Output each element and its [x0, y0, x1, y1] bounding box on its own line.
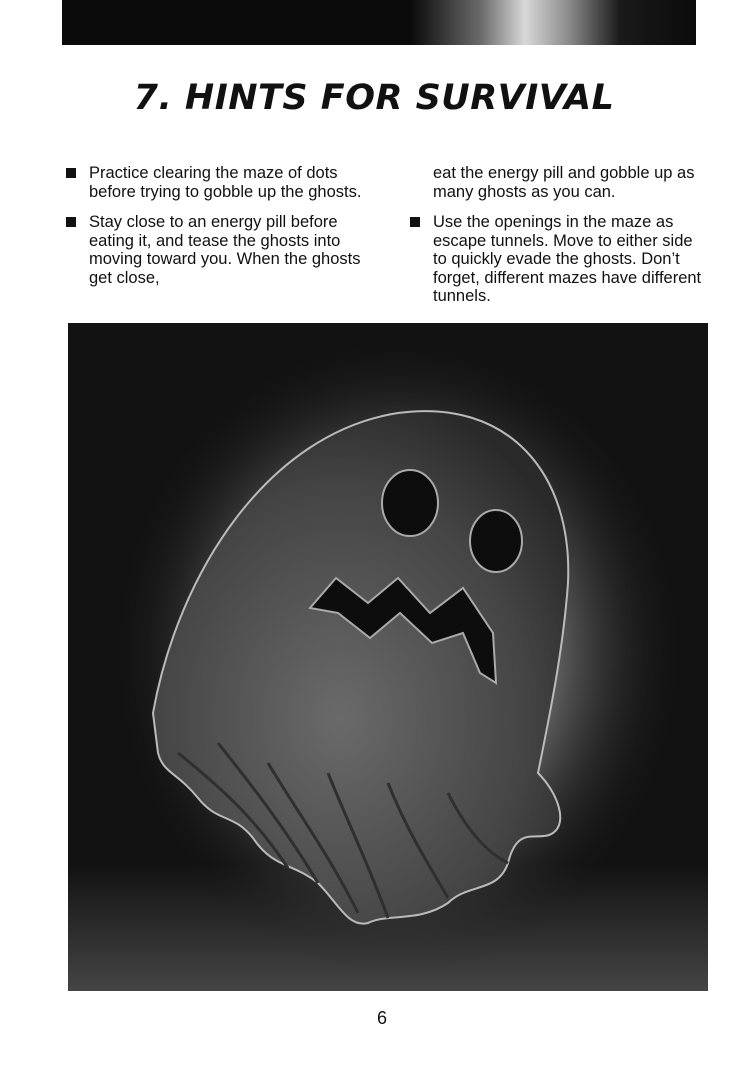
ghost-illustration	[68, 323, 708, 991]
tip-continuation	[410, 164, 710, 201]
tip-item	[66, 164, 366, 201]
top-banner	[62, 0, 696, 45]
tip-item	[410, 213, 710, 306]
tip-text: Stay close to an energy pill before eating it, and tease the ghosts into moving toward you. When the ghosts get close,	[89, 213, 361, 287]
bullet-icon	[410, 217, 420, 227]
tip-text: Use the openings in the maze as escape tunnels. Move to either side to quickly evade the ghosts. Don’t forget, different mazes have different tunnels.	[433, 213, 702, 305]
tip-text: eat the energy pill and gobble up as many ghosts as you can.	[433, 164, 695, 201]
ghost-illustration-svg	[68, 323, 708, 991]
left-eye	[382, 470, 438, 536]
tip-item	[66, 213, 366, 287]
page-number: 6	[376, 1008, 387, 1028]
tip-text: Practice clearing the maze of dots before trying to gobble up the ghosts.	[89, 164, 362, 201]
bullet-icon	[66, 168, 76, 178]
right-eye	[470, 510, 522, 572]
right-column	[410, 164, 710, 318]
page-title: 7. HINTS FOR SURVIVAL	[133, 78, 615, 118]
left-column	[66, 164, 366, 299]
bullet-icon	[66, 217, 76, 227]
